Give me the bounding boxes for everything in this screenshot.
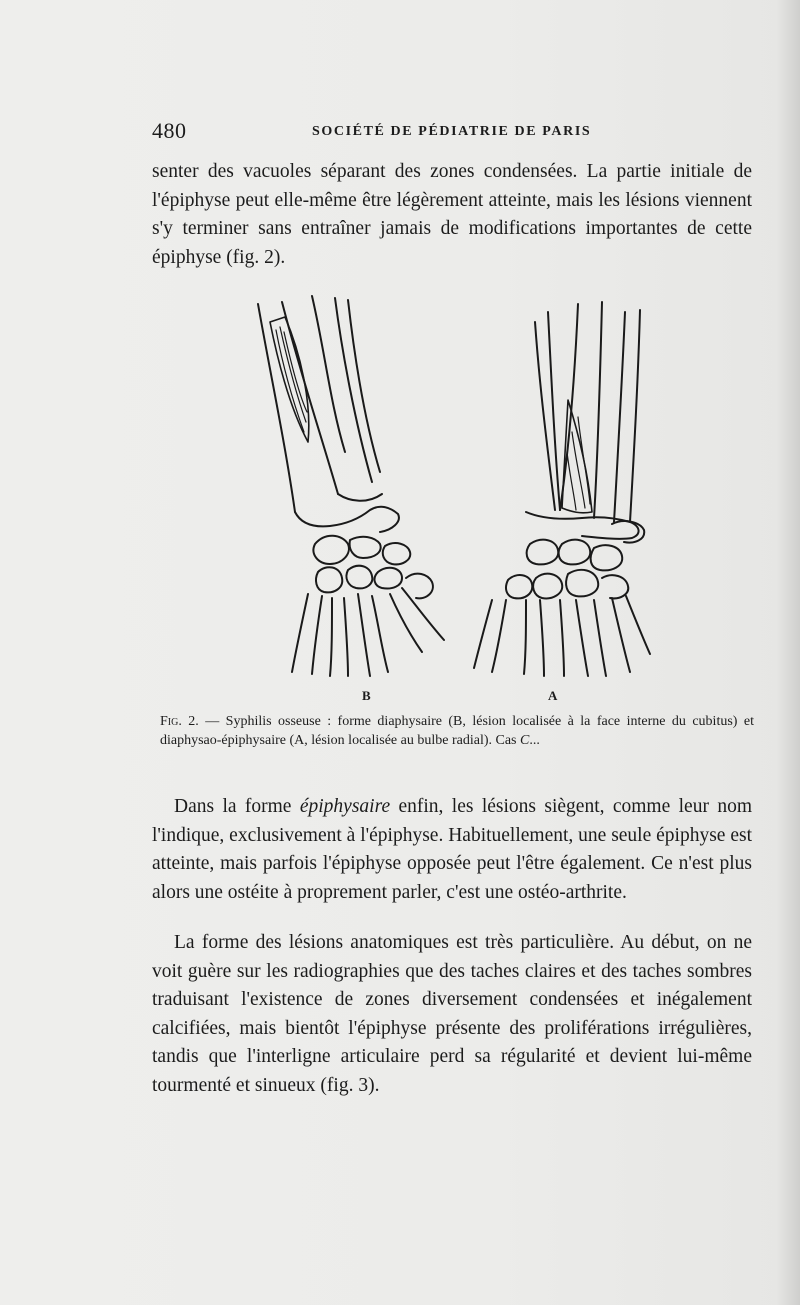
paragraph-1-rest: enfin, les lésions siègent, comme leur nom l'indique, exclusivement à l'épiphyse. Habituellement, une seule épiphyse est atteinte, mais parfois l'épiphyse opposée peut l'être également. Ce n'est plus alors une ostéite à proprement parler, c'est une ostéo-arthrite. <box>152 796 752 903</box>
paragraph-1-start: Dans la forme <box>174 796 300 817</box>
paragraph-lesions: La forme des lésions anatomiques est très particulière. Au début, on ne voit guère sur les radiographies que des taches claires et des taches sombres traduisant l'existence de zones diversement condensées et inégalement calcifiées, mais bientôt l'épiphyse présente des proliférations irrégulières, tandis que l'interligne articulaire perd sa régularité et devient lui-même tourmenté et sinueux (fig. 3). <box>152 932 752 1096</box>
caption-text: — Syphilis osseuse : forme diaphysaire (B, lésion localisée à la face interne du cubitus) et diaphysao-épiphysaire (A, lésion localisée au bulbe radial). Cas <box>160 714 754 748</box>
page-header <box>152 118 752 148</box>
figure-caption <box>160 712 754 750</box>
page-edge-shadow <box>776 0 800 1305</box>
caption-case: C <box>520 733 530 748</box>
figure-label-b: B <box>362 688 371 703</box>
wrist-bones-drawing <box>230 282 670 682</box>
caption-end: ... <box>529 733 540 748</box>
wrist-b-drawing <box>258 296 444 676</box>
figure-label-a: A <box>548 688 558 703</box>
caption-fig-tag: Fig. 2. <box>160 714 199 729</box>
paragraph-epiphysaire <box>152 793 752 907</box>
paragraph-continued: senter des vacuoles séparant des zones condensées. La partie initiale de l'épiphyse peut elle-même être légèrement atteinte, mais les lésions viennent s'y terminer sans entraîner jamais de modifications importantes de cette épiphyse (fig. 2). <box>152 161 752 268</box>
running-head: SOCIÉTÉ DE PÉDIATRIE DE PARIS <box>312 124 592 139</box>
wrist-a-drawing <box>474 302 650 676</box>
figure-wrist-drawing <box>230 282 670 682</box>
page-number: 480 <box>152 118 187 143</box>
paragraph-1-emphasis: épiphysaire <box>299 796 391 817</box>
